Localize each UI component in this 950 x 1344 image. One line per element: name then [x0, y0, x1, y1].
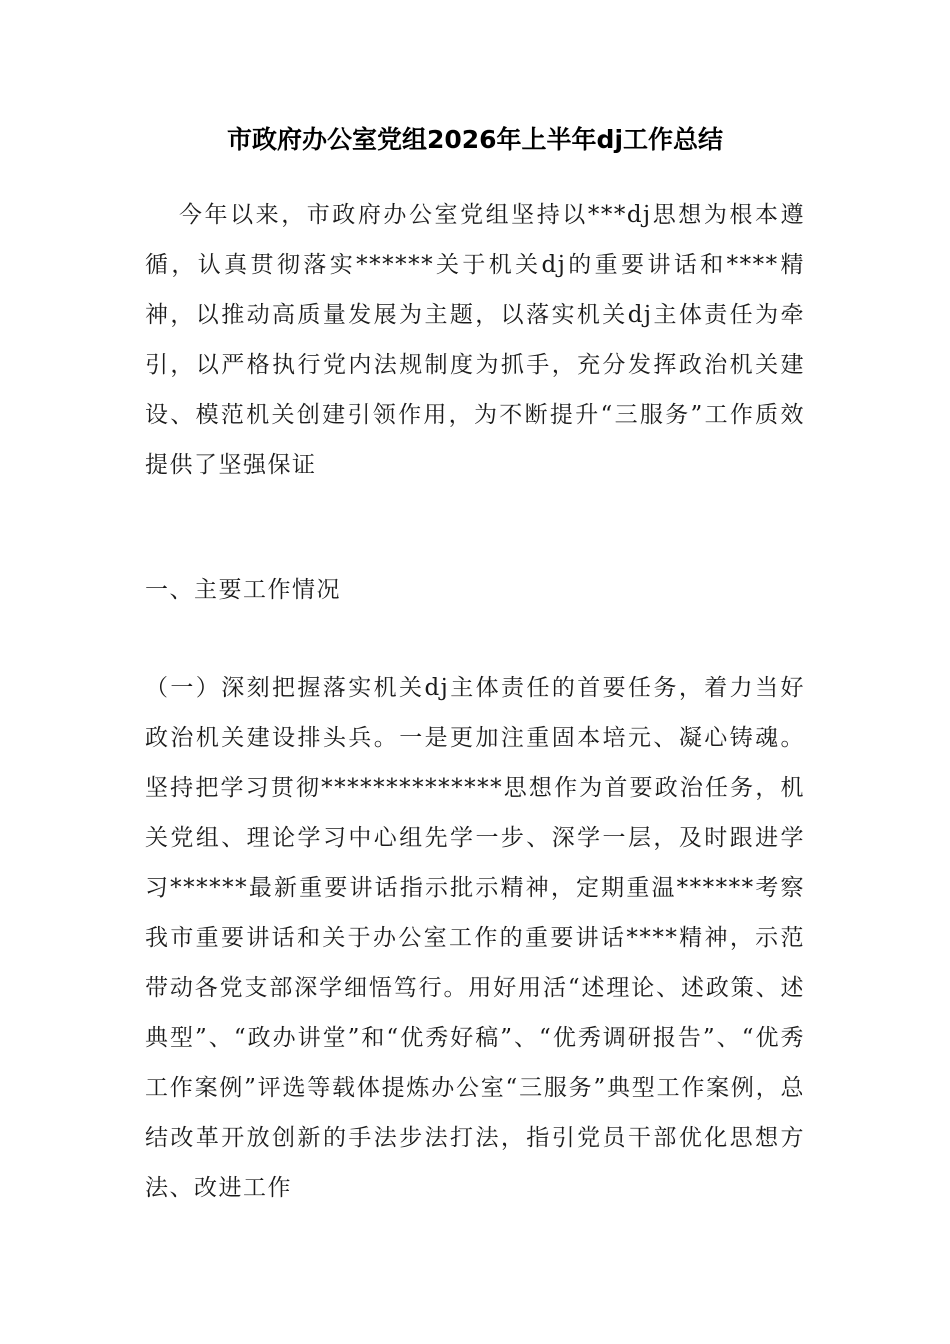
- subsection-paragraph: （一）深刻把握落实机关dj主体责任的首要任务，着力当好政治机关建设排头兵。一是更加注重固本培元、凝心铸魂。坚持把学习贯彻**************思想作为首要政治任务，机关党组、理论学习中心组先学一步、深学一层，及时跟进学习******最新重要讲话指示批示精神，定期重温******考察我市重要讲话和关于办公室工作的重要讲话****精神，示范带动各党支部深学细悟笃行。用好用活“述理论、述政策、述典型”、“政办讲堂”和“优秀好稿”、“优秀调研报告”、“优秀工作案例”评选等载体提炼办公室“三服务”典型工作案例，总结改革开放创新的手法步法打法，指引党员干部优化思想方法、改进工作: [145, 675, 805, 1201]
- section-heading: 一、主要工作情况: [145, 577, 341, 603]
- document-title: 市政府办公室党组2026年上半年dj工作总结: [226, 125, 724, 154]
- intro-paragraph: 今年以来，市政府办公室党组坚持以***dj思想为根本遵循，认真贯彻落实******关于机关dj的重要讲话和****精神，以推动高质量发展为主题，以落实机关dj主体责任为牵引，以严格执行党内法规制度为抓手，充分发挥政治机关建设、模范机关创建引领作用，为不断提升“三服务”工作质效提供了坚强保证: [145, 202, 805, 478]
